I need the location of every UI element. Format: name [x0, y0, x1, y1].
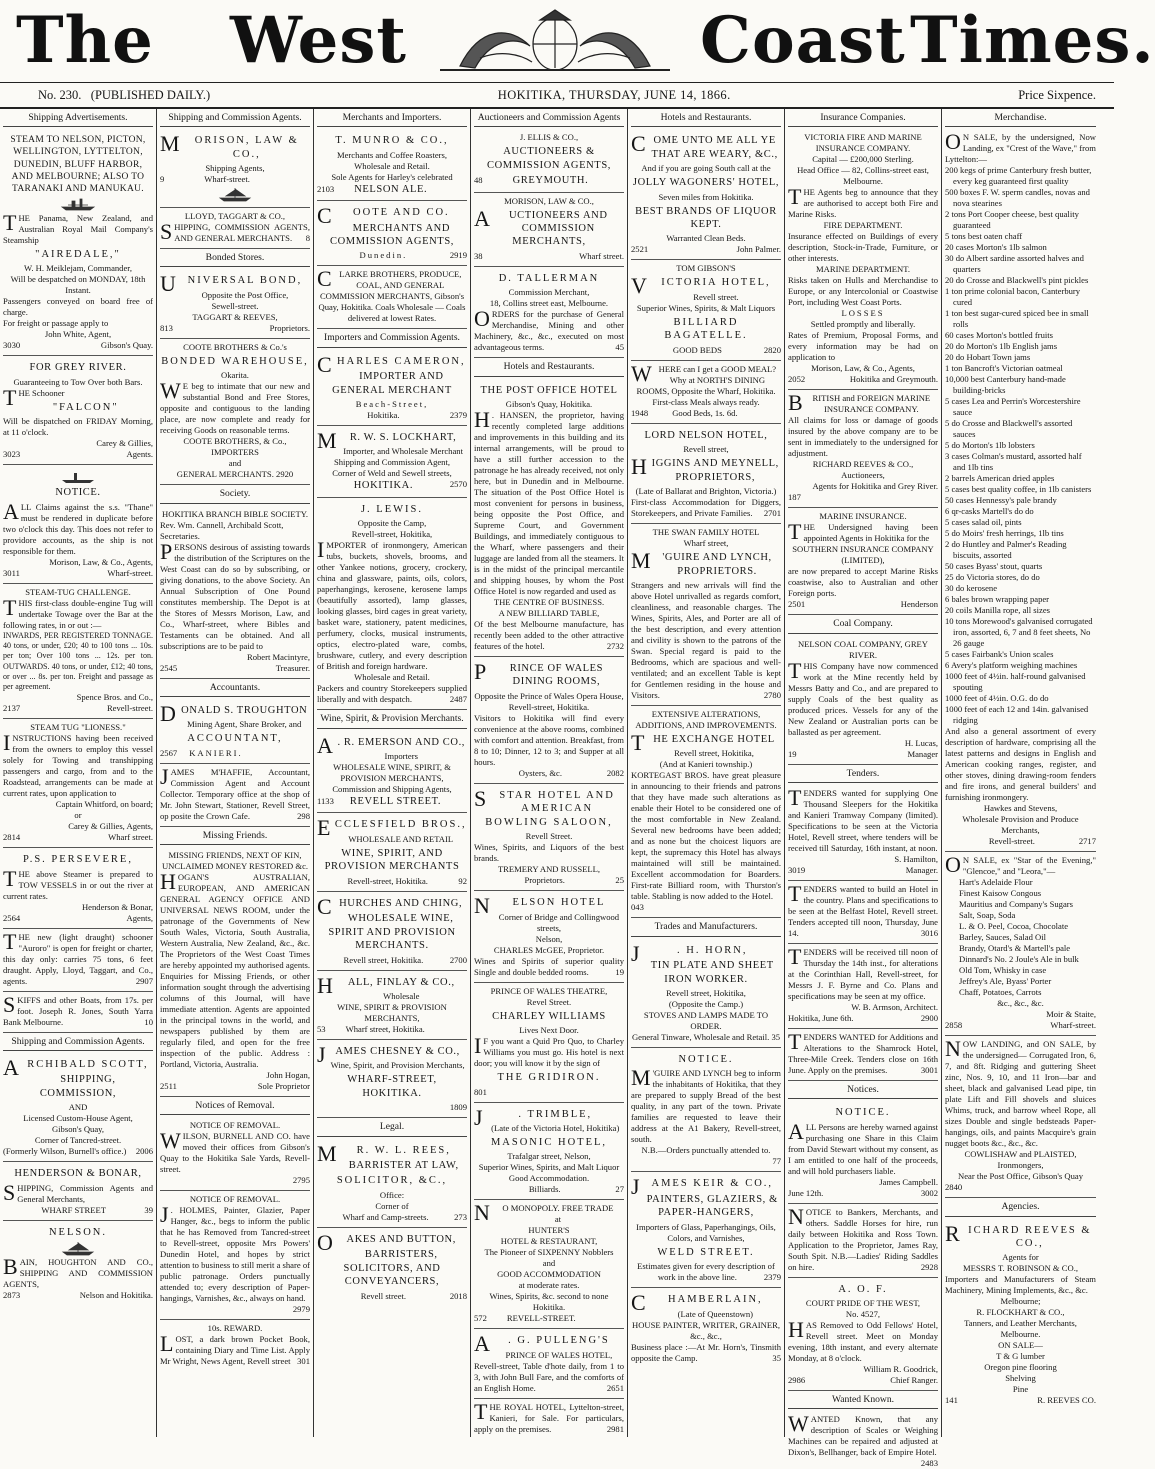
- ad-lloyd-taggart: LLOYD, TAGGART & CO., SHIPPING, COMMISSION AGENTS, AND GENERAL MERCHANTS. 8: [160, 208, 310, 249]
- ad-cowlishaw-plaisted: NOW LANDING, and ON SALE, by the undersigned— Corrugated Iron, 6, 7, and 8ft. Ridging and guttering Sheet zinc, Nos. 9, 10, and 11 Iron—bar and sheet, black and galvanised Lead pipe, tin plate Lift and Fill shovels and sluices Whims, truck, and barrow wheel Rope, all sizes Double and single bedsteads Paper-hangings, oils, and paints Macquire's grain nugget boots &c., &c., &c. COWLISHAW and PLAISTED, Ironmongers, Near the Post Office, Gibson's Quay 2840: [945, 1036, 1096, 1198]
- steamship-icon: [60, 197, 96, 211]
- section-heading: Merchants and Importers.: [317, 109, 467, 127]
- section-heading: Coal Company.: [788, 615, 938, 633]
- ad-marine-insurance: MARINE INSURANCE. THE Undersigned having been appointed Agents in Hokitika for the SOUTHERN INSURANCE COMPANY (LIMITED), are now prepared to accept Marine Risks coastwise, also to Australian and other Foreign ports. 2501 Henderson: [788, 508, 938, 615]
- ad-chesney: JAMES CHESNEY & CO., Wine, Spirit, and Provision Merchants, WHARF-STREET, HOKITIKA. 1809: [317, 1040, 467, 1118]
- merchandise-item: 5 do Crosse and Blackwell's assorted sauces: [945, 418, 1073, 440]
- title-word-times: Times.: [910, 3, 1155, 78]
- ad-archibald-scott: ARCHIBALD SCOTT, SHIPPING, COMMISSION, AND Licensed Custom-House Agent, Gibson's Quay, Corner of Tancred-street. (Formerly Wilson, Burnell's office.) 2006: [3, 1053, 153, 1162]
- merchandise-item: 6 Avery's platform weighing machines: [945, 660, 1078, 671]
- merchandise-item: Finest Kaisow Congous: [959, 888, 1042, 899]
- merchandise-item: 5 cases best quality coffee, in 1lb canisters: [945, 484, 1092, 495]
- section-heading: Importers and Commission Agents.: [317, 329, 467, 347]
- section-heading: Hotels and Restaurants.: [474, 358, 624, 376]
- ad-british-foreign: B RITISH and FOREIGN MARINE INSURANCE COMPANY. All claims for loss or damage of goods insured by the above company are to be sent in immediately to the undersigned for adjustment. RICHARD REEVES & CO., Auctioneers, Agents for Hokitika and Grey River. 187: [788, 390, 938, 508]
- merchandise-item: 1000 feet of each 12 and 14in. galvanised ridging: [945, 704, 1089, 726]
- section-heading: Hotels and Restaurants.: [631, 109, 781, 127]
- ad-ecclesfield: ECCLESFIELD BROS., WHOLESALE AND RETAIL WINE, SPIRIT, AND PROVISION MERCHANTS Revell-street, Hokitika. 92: [317, 813, 467, 891]
- ad-chamberlain: C HAMBERLAIN, (Late of Queenstown) HOUSE PAINTER, WRITER, GRAINER, &c., &c., Business place :—At Mr. Horn's, Tinsmith opposite the Camp. 35: [631, 1290, 781, 1363]
- section-heading: Missing Friends.: [160, 827, 310, 845]
- ad-norths-dining: WHERE can I get a GOOD MEAL? Why at NORTH'S DINING ROOMS, Opposite the Wharf, Hokitika. First-class Meals always ready. 1948 Good Beds, 1s. 6d.: [631, 361, 781, 424]
- ad-tender-shamrock: TENDERS WANTED for Additions and Alterations to the Shamrock Hotel, Three-Mile Creek. Tenders close on 16th June. Apply on the premises. 3001: [788, 1029, 938, 1081]
- column-4: [471, 109, 628, 1437]
- merchandise-item: 5 do Moirs' fresh herrings, 1lb tins: [945, 528, 1064, 539]
- merchandise-item: L. & O. Peel, Cocoa, Chocolate: [959, 921, 1069, 932]
- ad-lord-nelson: LORD NELSON HOTEL, Revell street, HIGGINS AND MEYNELL, PROPRIETORS, (Late of Ballarat and Brighton, Victoria.) First-class Accommodation for Diggers, Storekeepers, and Private Families. 2701: [631, 424, 781, 524]
- ad-exchange-hotel: EXTENSIVE ALTERATIONS, ADDITIONS, AND IMPROVEMENTS. THE EXCHANGE HOTEL Revell street, Hokitika, (And at Kanieri township.) KORTEGAST BROS. have great pleasure in announcing to their friends and patrons that they have made such alterations as enable their Hotel to be considered one of the most comfortable in New Zealand. Several new bedrooms have been added; and as none but the choicest liquors are kept, the supremacy this Hotel has always maintained will still be maintained. Excellent accommodation for Boarders. First-rate Billiard room, with Thurston's table. Stabling is now added to the Hotel. 043: [631, 706, 781, 918]
- merchandise-item: Brandy, Otard's & Martell's pale: [959, 943, 1071, 954]
- merchandise-item: 2 barrels American dried apples: [945, 473, 1055, 484]
- ad-jolly-wagoners: COME UNTO ME ALL YE THAT ARE WEARY, &C., And if you are going South call at the JOLLY WAGONERS' HOTEL, Seven miles from Hokitika. BEST BRANDS OF LIQUOR KEPT. Warranted Clean Beds. 2521 John Palmer.: [631, 129, 781, 260]
- ad-tender-hotel: TENDERS wanted to build an Hotel in the country. Plans and specifications to be seen at the Belfast Hotel, Revell street. Tenders accepted till noon, Thursday, June 14. 3016: [788, 881, 938, 944]
- merchandise-item: Mauritius and Company's Sugars: [959, 899, 1073, 910]
- merchandise-item: 5 cases salad oil, pints: [945, 517, 1022, 528]
- title-word-coast: Coast: [700, 3, 906, 78]
- ad-persevere: P.S. PERSEVERE, THE above Steamer is prepared to TOW VESSELS in or out the river at current rates. Henderson & Bonar, 2564 Agents,: [3, 848, 153, 928]
- ad-munro: T. MUNRO & CO., Merchants and Coffee Roasters, Wholesale and Retail. Sole Agents for Harley's celebrated 2103 NELSON ALE.: [317, 129, 467, 201]
- merchandise-item: 20 do Hobart Town jams: [945, 352, 1031, 363]
- ad-tender-sleepers: TENDERS wanted for supplying One Thousand Sleepers for the Hokitika and Kanieri Tramway Company (limited). Specifications to be seen at the Victoria Hotel, Revell street, where tenders will be received till Saturday, 16th instant, at noon. S. Hamilton, 3019 Manager.: [788, 785, 938, 881]
- ad-hawkes-stevens: O N SALE, by the undersigned, Now Landing, ex "Crest of the Wave," from Lyttelton:— 200 kegs of prime Canterbury fresh butter, every keg guaranteed first quality 500 boxes F. W. sperm candles, novas and nova stearines 2 tons Port Cooper cheese, best quality guaranteed 5 tons best oaten chaff 20 cases Morton's 1lb salmon 30 do Albert sardine assorted halves and quarters 20 do Crosse and Blackwell's pint pickles 1 ton prime colonial bacon, Canterbury cured 1 ton best sugar-cured spiced bee in small rolls 60 cases Morton's bottled fruits 20 do Morton's 1lb English jams 20 do Hobart Town jams 1 ton Bancroft's Victorian oatmeal 10,000 best Canterbury hand-made building-bricks 5 cases Lea and Perrin's Worcestershire sauce 5 do Crosse and Blackwell's assorted sauces 5 do Morton's 1lb lobsters 3 cases Colman's mustard, assorted half and 1lb tins 2 barrels American dried apples 5 cases best quality coffee, in 1lb canisters 50 cases Hennessy's pale brandy 6 qr-casks Martell's do do 5 cases salad oil, pints 5 do Moirs' fresh herrings, 1lb tins 2 do Huntley and Palmer's Reading biscuits, assorted 50 cases Byass' stout, quarts 25 do Victoria stores, do do 30 do kerosene 6 bales brown wrapping paper 20 coils Manilla rope, all sizes 10 tons Morewood's galvanised corrugated iron, assorted, 6, 7 and 8 feet sheets, No 26 gauge 5 cases Fairbank's Union scales 6 Avery's platform weighing machines 1000 feet of 4½in. half-round galvanised spouting 1000 feet of 4½in. O.G. do do 1000 feet of each 12 and 14in. galvanised ridging And also a general assortment of every description of hardware, comprising all the latest patterns and designs in English and American cooking ranges, register, and other stoves, dining drawing-room fenders and fire irons, and general builders' and furnishing ironmongery. Hawkes and Stevens, Wholesale Provision and Produce Merchants, Revell-street. 2717: [945, 129, 1096, 852]
- merchandise-list: [945, 165, 1096, 726]
- issue-number: No. 230. (PUBLISHED DAILY.): [38, 87, 211, 102]
- ad-auroro: THE new (light draught) schooner "Auroro" is open for freight or charter, this day only: carries 75 tons, 6 feet draught. Apply, Lloyd, Taggart, and Co., agents. 2907: [3, 929, 153, 992]
- section-heading: Bonded Stores.: [160, 249, 310, 267]
- merchandise-item: 60 cases Morton's bottled fruits: [945, 330, 1054, 341]
- merchandise-item: 30 do Albert sardine assorted halves and quarters: [945, 253, 1084, 275]
- column-7: [942, 109, 1099, 1437]
- merchandise-item: 1 ton best sugar-cured spiced bee in small rolls: [945, 308, 1089, 330]
- ad-morison-law: M ORISON, LAW & CO., Shipping Agents, 9 Wharf-street.: [160, 129, 310, 208]
- ad-morison-auctioneers: MORISON, LAW & CO., A UCTIONEERS AND COMMISSION MERCHANTS, 38 Wharf street.: [474, 193, 624, 267]
- section-heading: Tenders.: [788, 765, 938, 783]
- section-heading: Notices of Removal.: [160, 1097, 310, 1115]
- date-line: HOKITIKA, THURSDAY, JUNE 14, 1866.: [497, 87, 731, 102]
- ad-masonic-hotel: J . TRIMBLE, (Late of the Victoria Hotel, Hokitika) MASONIC HOTEL, Trafalgar street, Nelson, Superior Wines, Spirits, and Malt Liquor Good Accommodation. Billiards. 27: [474, 1103, 624, 1201]
- ad-bible-society: HOKITIKA BRANCH BIBLE SOCIETY. Rev. Wm. Cannell, Archibald Scott, Secretaries. PERSONS desirous of assisting towards the distribution of the Scriptures on the West Coast can do so by subscribing, or giving donations, to the above Society. An Annual Subscription of One Pound constitutes membership. The Depot is at the Stores of Messrs Morison, Law, and Co., Wharf-street, where Bibles and Testaments can be obtained. And all subscriptions are to be paid to Robert Macintyre, 2545 Treasurer.: [160, 506, 310, 679]
- title-word-the: The: [16, 3, 154, 78]
- ad-victoria-hotel: TOM GIBSON'S V ICTORIA HOTEL, Revell street. Superior Wines, Spirits, & Malt Liquors BILLIARD BAGATELLE. GOOD BEDS 2820: [631, 260, 781, 360]
- section-heading: Insurance Companies.: [788, 109, 938, 127]
- ad-skiffs: SKIFFS and other Boats, from 17s. per foot. Joseph R. Jones, South Yarra Bank Melbourne. 10: [3, 992, 153, 1033]
- ad-aof: A. O. F. COURT PRIDE OF THE WEST, No. 4527, HAS Removed to Odd Fellows' Hotel, Revell street. Meet on Monday evening, 18th instant, and every alternate Monday, at 8 o'clock. William R. Goodrick, 2986 Chief Ranger.: [788, 1278, 938, 1391]
- ad-tug-lioness: STEAM TUG "LIONESS." INSTRUCTIONS having been received from the owners to employ this vessel solely for Towing and transhipping passengers and cargo, from and to the Roadstead, arrangements can be made at current rates, upon application to Captain Whitford, on board; or Carey & Gillies, Agents, 2814 Wharf street.: [3, 719, 153, 848]
- column-2: [157, 109, 314, 1437]
- ad-cameron: CHARLES CAMERON, IMPORTER AND GENERAL MERCHANT Beach-Street, Hokitika. 2379: [317, 350, 467, 426]
- merchandise-item: 1000 feet of 4½in. half-round galvanised spouting: [945, 671, 1086, 693]
- section-heading: Wine, Spirit, & Provision Merchants.: [317, 710, 467, 728]
- section-heading: Accountants.: [160, 679, 310, 697]
- merchandise-item: 1 ton Bancroft's Victorian oatmeal: [945, 363, 1063, 374]
- ad-coote-bonded: COOTE BROTHERS & Co.'s BONDED WAREHOUSE, Okarita. W E beg to intimate that our new and substantial Bond and Free Stores, opposite and contiguous to the landing place, are now complete and ready for receiving Goods on reasonable terms. COOTE BROTHERS, & Co., IMPORTERS and GENERAL MERCHANTS. 2920: [160, 339, 310, 485]
- ad-wanted-known: WANTED Known, that any description of Scales or Weighing Machines can be repaired and adjusted at Dixon's, Bellhanger, back of Empire Hotel. 2483: [788, 1411, 938, 1469]
- ad-rees: M R. W. L. REES, BARRISTER AT LAW, SOLICITOR, &C., Office: Corner of Wharf and Camp-streets. 273: [317, 1139, 467, 1228]
- merchandise-item: 10,000 best Canterbury hand-made building-bricks: [945, 374, 1066, 396]
- ad-emerson: A . R. EMERSON AND CO., Importers WHOLESALE WINE, SPIRIT, & PROVISION MERCHANTS, Commission and Shipping Agents, 1133 REVELL STREET.: [317, 731, 467, 814]
- section-heading: Notices.: [788, 1081, 938, 1099]
- merchandise-item: 1000 feet of 4½in. O.G. do do: [945, 693, 1049, 704]
- ad-prince-wales-theatre: PRINCE OF WALES THEATRE, Revel Street. CHARLEY WILLIAMS Lives Next Door. I F you want a Quid Pro Quo, to Charley Williams you must go. His hotel is next door; you will know it by the sign of THE GRIDIRON. 801: [474, 983, 624, 1103]
- merchandise-item: Hart's Adelaide Flour: [959, 877, 1033, 888]
- ad-bain-houghton: NELSON. BAIN, HOUGHTON AND CO., SHIPPING AND COMMISSION AGENTS, 2873 Nelson and Hokitika.: [3, 1226, 153, 1301]
- royal-crest-emblem: [420, 6, 690, 76]
- ad-tug-challenge: STEAM-TUG CHALLENGE. THIS first-class double-engine Tug will undertake Towage over the Bar at the following rates, in or out :— INWARDS, PER REGISTERED TONNAGE. 40 tons, or under, £20; 40 to 100 tons ... 10s. per ton; Over 100 tons ... 12s. per ton. OUTWARDS. 40 tons, or under, £12; 40 tons, or over ... 8s. per ton. Freight and passage as per agreement. Spence Bros. and Co., 2137 Revell-street.: [3, 584, 153, 719]
- merchandise-item: Old Tom, Whisky in case: [959, 965, 1047, 976]
- column-3: [314, 109, 471, 1437]
- ad-richard-reeves: RICHARD REEVES & CO., Agents for MESSRS T. ROBINSON & CO., Importers and Manufacturers of Steam Machinery, Mining Implements, &c., &c. Melbourne; R. FLOCKHART & CO., Tanners, and Leather Merchants, Melbourne. ON SALE— T & G lumber Oregon pine flooring Shelving Pine 141 R. REEVES CO.: [945, 1220, 1096, 1406]
- merchandise-item: 6 bales brown wrapping paper: [945, 594, 1050, 605]
- ad-victoria-fire: VICTORIA FIRE AND MARINE INSURANCE COMPANY. Capital — £200,000 Sterling. Head Office — 82, Collins-street east, Melbourne. THE Agents beg to announce that they are authorised to accept both Fire and Marine Risks. FIRE DEPARTMENT. Insurance effected on Buildings of every description, Stock-in-Trade, Furniture, or other interests. MARINE DEPARTMENT. Risks taken on Hulls and Merchandise to Europe, or any Intercolonial or Coastwise Port, including West Coast Ports. LOSSES Settled promptly and liberally. Rates of Premium, Proposal Forms, and every information may be had on application to Morison, Law, & Co., Agents, 2052 Hokitika and Greymouth.: [788, 129, 938, 390]
- ad-universal-bond: UNIVERSAL BOND, Opposite the Post Office, Sewell-street. TAGGART & REEVES, 813 Proprietors.: [160, 269, 310, 338]
- ad-notice-thane: NOTICE. ALL Claims against the s.s. "Thane" must be rendered in duplicate before two o'clock this day. This does not refer to providore accounts, as the ship is not responsible for them. Morison, Law, & Co., Agents, 3011 Wharf-street.: [3, 465, 153, 583]
- column-6: [785, 109, 942, 1469]
- merchandise-item: 3 cases Colman's mustard, assorted half and 1lb tins: [945, 451, 1082, 473]
- merchandise-item: 20 do Morton's 1lb English jams: [945, 341, 1058, 352]
- merchandise-list: [945, 877, 1096, 998]
- ad-prince-wales-dining: P RINCE OF WALES DINING ROOMS, Opposite the Prince of Wales Opera House, Revell-street, Hokitika. Visitors to Hokitika will find every convenience at the above rooms, combined with comfort and attention. Breakfast, from 8 to 10; Dinner, 12 to 3; and Supper at all hours. Oysters, &c. 2082: [474, 657, 624, 784]
- merchandise-item: 30 do kerosene: [945, 583, 998, 594]
- ad-royal-hotel: THE ROYAL HOTEL, Lyttelton-street, Kanieri, for Sale. For particulars, apply on the premises. 2981: [474, 1398, 624, 1434]
- ad-hunters-hotel: N O MONOPOLY. FREE TRADE at HUNTER'S HOTEL & RESTAURANT, The Pioneer of SIXPENNY Nobblers and GOOD ACCOMMODATION at moderate rates. Wines, Spirits, &c. second to none Hokitika. 572 REVELL-STREET.: [474, 1200, 624, 1329]
- section-heading: Shipping and Commission Agents.: [3, 1033, 153, 1051]
- merchandise-item: Barley, Sauces, Salad Oil: [959, 932, 1047, 943]
- merchandise-item: 6 qr-casks Martell's do do: [945, 506, 1034, 517]
- ad-henderson-bonar: HENDERSON & BONAR, SHIPPING, Commission Agents and General Merchants, WHARF STREET 39: [3, 1162, 153, 1220]
- merchandise-item: 5 cases Lea and Perrin's Worcestershire sauce: [945, 396, 1081, 418]
- ad-lewis: J. LEWIS. Opposite the Camp, Revell-street, Hokitika, IMPORTER of ironmongery, American tubs, buckets, shovels, brooms, and other Yankee notions, grocery, crockery, china and glassware, paints, oils, colors, paperhangings, kerosene, kerosene lamps (beautifully assorted), lamp glasses, looking glasses, bird cages in great variety, basket ware, stationery, patent medicines, perfumery, clocks, musical instruments, optics, electro-plated ware, combs, brushware, cutlery, and every description of British and foreign hardware. Wholesale and Retail. Packers and country Storekeepers supplied liberally and with despatch. 2487: [317, 498, 467, 710]
- sailing-ship-icon: [60, 1241, 96, 1255]
- section-heading: Wanted Known.: [788, 1391, 938, 1409]
- merchandise-item: Chaff, Potatoes, Carrots: [959, 987, 1042, 998]
- ad-removal-holmes: NOTICE OF REMOVAL. J . HOLMES, Painter, Glazier, Paper Hanger, &c., begs to inform the public that he has Removed from Tancred-street to Revell-street, opposite Mrs Powers' Dunedin Hotel, and hopes by strict attention to business to still merit a share of public patronage. Orders punctually attended to; every description of Paper-hangings, Varnishes, &c., always on hand. 2979: [160, 1191, 310, 1320]
- dateline-bar: [0, 83, 1114, 109]
- merchandise-item: 50 cases Byass' stout, quarts: [945, 561, 1043, 572]
- ad-notice-campbell: NOTICE. ALL Persons are hereby warned against purchasing one Share in this Claim from David Stewart without my consent, as I am entitled to one half of the proceeds, and will hold purchasers liable. James Campbell. June 12th. 3002: [788, 1101, 938, 1203]
- price: Price Sixpence.: [1018, 87, 1096, 102]
- section-heading: Auctioneers and Commission Agents: [474, 109, 624, 127]
- ad-grey-river: FOR GREY RIVER. Guaranteeing to Tow Over both Bars. THE Schooner "FALCON" Will be dispatched on FRIDAY Morning, at 11 o'clock. Carey & Gillies, 3023 Agents.: [3, 356, 153, 465]
- title-word-west: West: [230, 3, 407, 78]
- section-heading: Legal.: [317, 1118, 467, 1136]
- merchandise-item: 2 do Huntley and Palmer's Reading biscuits, assorted: [945, 539, 1067, 561]
- merchandise-item: 20 do Crosse and Blackwell's pint pickles: [945, 275, 1089, 286]
- merchandise-item: 5 do Morton's 1lb lobsters: [945, 440, 1035, 451]
- ad-notice-bread: NOTICE. M 'GUIRE AND LYNCH beg to inform the inhabitants of Hokitika, that they are prepared to supply Bread of the best quality, in any part of the town. Private families are requested to leave their address at the A1 Bakery, Revell-street, south. N.B.—Orders punctually attended to. 77: [631, 1048, 781, 1172]
- ad-troughton: DONALD S. TROUGHTON Mining Agent, Share Broker, and ACCOUNTANT, 2567 KANIERI.: [160, 699, 310, 764]
- columns: [0, 109, 1114, 1469]
- ad-nelson-hotel: N ELSON HOTEL Corner of Bridge and Collingwood streets, Nelson, CHARLES McGEE, Proprietor. Wines and Spirits of superior quality Single and double bedded rooms. 19: [474, 891, 624, 982]
- column-1: [0, 109, 157, 1437]
- merchandise-item: 50 cases Hennessy's pale brandy: [945, 495, 1057, 506]
- ad-coote: C OOTE AND CO. MERCHANTS AND COMMISSION AGENTS, Dunedin. 2919: [317, 201, 467, 266]
- merchandise-item: 500 boxes F. W. sperm candles, novas and nova stearines: [945, 187, 1090, 209]
- ad-swan-hotel: THE SWAN FAMILY HOTEL Wharf street, M 'GUIRE AND LYNCH, PROPRIETORS. Strangers and new arrivals will find the above Hotel unrivalled as regards comfort, cleanliness, and reasonable charges. The Wines, Spirits, Ales, and Porter are all of the best description, and every attention and civility is shown to the patrons of the Swan. Special regard is paid to the Bedrooms, which are spacious and well-ventilated; and an excellent Table is kept for Gentlemen residing in the house and Visitors. 2780: [631, 524, 781, 706]
- section-heading: Society.: [160, 485, 310, 503]
- column-5: [628, 109, 785, 1437]
- merchandise-item: Jeffrey's Ale, Byass' Porter: [959, 976, 1052, 987]
- ad-reward: 10s. REWARD. LOST, a dark brown Pocket Book, containing Diary and Time List. Apply Mr Wright, News Agent, Revell street 301: [160, 1323, 310, 1367]
- ad-ellis: J. ELLIS & CO., AUCTIONEERS & COMMISSION AGENTS, 48 GREYMOUTH.: [474, 129, 624, 192]
- section-heading: Trades and Manufacturers.: [631, 918, 781, 936]
- ad-tallerman: D. TALLERMAN Commission Merchant, 18, Collins street east, Melbourne. ORDERS for the purchase of General Merchandise, Mining and other Machinery, &c., &c., executed on most advantageous terms. 45: [474, 267, 624, 358]
- steamship-icon: [60, 470, 96, 484]
- ad-mhaffie: JAMES M'HAFFIE, Accountant, Commission Agent and Account Collector. Temporary office at the shop of Mr. John Stewart, Stationer, Revell Street, op posite the Crown Cafe. 298: [160, 764, 310, 827]
- section-heading: Merchandise.: [945, 109, 1096, 127]
- merchandise-item: 5 cases Fairbank's Union scales: [945, 649, 1054, 660]
- ad-missing-friends: MISSING FRIENDS, NEXT OF KIN, UNCLAIMED MONEY RESTORED &c. HOGAN'S AUSTRALIAN, EUROPEAN, AND AMERICAN GENERAL AGENCY OFFICE AND UNIVERSAL NEWS ROOM, under the patronage of the Governments of New South Wales, Victoria, South Australia, Western Australia, New Zealand, &c., &c. The Proprietors of the West Coast Times are hereby appointed my authorised agents. Enquiries for Missing Friends, or other information sought through the advertising columns of this Journal, will have immediate attention. Agents are appointed in the principal towns in the world, and newspapers published by them are regularly filed, and open for the free inspection of the public. Address : Portland, Victoria, Australia. John Hogan, 2511 Sole Proprietor: [160, 847, 310, 1097]
- merchandise-item: 20 cases Morton's 1lb salmon: [945, 242, 1047, 253]
- ad-airedale: STEAM TO NELSON, PICTON, WELLINGTON, LYTTELTON, DUNEDIN, BLUFF HARBOR, AND MELBOURNE; ALSO TO TARANAKI AND MANUKAU. THE Panama, New Zealand, and Australian Royal Mail Company's Steamship "AIREDALE," W. H. Meiklejam, Commander, Will be despatched on MONDAY, 18th Instant. Passengers conveyed on board free of charge. For freight or passage apply to John White, Agent, 3030 Gibson's Quay.: [3, 129, 153, 356]
- merchandise-item: 20 coils Manilla rope, all sizes: [945, 605, 1051, 616]
- ad-nelson-coal: NELSON COAL COMPANY, GREY RIVER. THIS Company have now commenced work at the Mine recently held by Messrs Batty and Co., and are prepared to supply Coals of the best quality as produced prices. Vessels for any of the New Zealand or Australian ports can be ballasted as per agreement. H. Lucas, 19 Manager: [788, 636, 938, 765]
- ad-pullengs: A . G. PULLENG'S PRINCE OF WALES HOTEL, Revell-street, Table d'hote daily, from 1 to 3, with John Bull Fare, and the comforts of an English Home. 2651: [474, 1329, 624, 1398]
- ad-notice-horses: NOTICE to Bankers, Merchants, and others. Saddle Horses for hire, run daily between Hokitika and Ross Town. Application to the Proprietor, James Ray, South Spit. N.B.—Ladies' Riding Saddles on hire. 2928: [788, 1204, 938, 1278]
- merchandise-item: 1 ton prime colonial bacon, Canterbury cured: [945, 286, 1081, 308]
- ad-lockhart: M R. W. S. LOCKHART, Importer, and Wholesale Merchant Shipping and Commission Agent, Corner of Weld and Sewell streets, HOKITIKA. 2570: [317, 426, 467, 498]
- ad-removal-wilson: NOTICE OF REMOVAL. WILSON, BURNELL AND CO. have moved their offices from Gibson's Quay to the Hokitika Sale Yards, Revell-street. 2795: [160, 1117, 310, 1191]
- merchandise-item: 5 tons best oaten chaff: [945, 231, 1023, 242]
- ad-churches-ching: CHURCHES AND CHING, WHOLESALE WINE, SPIRIT AND PROVISION MERCHANTS. Revell street, Hokitika. 2700: [317, 892, 467, 971]
- merchandise-item: 2 tons Port Cooper cheese, best quality guaranteed: [945, 209, 1079, 231]
- masthead: [0, 0, 1155, 83]
- sailing-ship-icon: [217, 187, 253, 201]
- merchandise-item: Dinnard's No. 2 Joule's Ale in bulk: [959, 954, 1079, 965]
- ad-star-hotel: S STAR HOTEL AND AMERICAN BOWLING SALOON, Revell Street. Wines, Spirits, and Liquors of the best brands. TREMERY AND RUSSELL, Proprietors. 25: [474, 784, 624, 891]
- merchandise-item: 25 do Victoria stores, do do: [945, 572, 1040, 583]
- merchandise-item: 10 tons Morewood's galvanised corrugated iron, assorted, 6, 7 and 8 feet sheets, No 26 gauge: [945, 616, 1093, 649]
- merchandise-item: 200 kegs of prime Canterbury fresh butter, every keg guaranteed first quality: [945, 165, 1092, 187]
- section-heading: Shipping and Commission Agents.: [160, 109, 310, 127]
- ad-moir-staite: O N SALE, ex "Star of the Evening," "Glencoe," and "Leora,"— Hart's Adelaide Flour Finest Kaisow Congous Mauritius and Company's Sugars Salt, Soap, Soda L. & O. Peel, Cocoa, Chocolate Barley, Sauces, Salad Oil Brandy, Otard's & Martell's pale Dinnard's No. 2 Joule's Ale in bulk Old Tom, Whisky in case Jeffrey's Ale, Byass' Porter Chaff, Potatoes, Carrots &c., &c., &c. Moir & Staite, 2858 Wharf-street.: [945, 852, 1096, 1036]
- ad-post-office-hotel: THE POST OFFICE HOTEL Gibson's Quay, Hokitika. H . HANSEN, the proprietor, having recently completed large additions and improvements in this building and its internal arrangements, will be proud to have a still further accession to the patronage he has already received, not only here, but in Dunedin and in Melbourne. The situation of the Post Office Hotel is most convenient for persons in business, being opposite the Post Office, and Supreme Court, and Government Buildings, and immediately contiguous to the Wharf, where passengers and their luggage are landed from all the steamers. It is in the midst of the principal mercantile and shipping houses, by whom the Post Office Hotel is now regarded and used as THE CENTRE OF BUSINESS. A NEW BILLIARD TABLE, Of the best Melbourne manufacture, has recently been added to the other attractive features of the hotel. 2732: [474, 379, 624, 657]
- ad-hall-finlay: H ALL, FINLAY & CO., Wholesale WINE, SPIRIT & PROVISION MERCHANTS, 53 Wharf street, Hokitika.: [317, 971, 467, 1040]
- ad-tender-corinthian: TENDERS will be received till noon of Thursday the 14th inst., for alterations at the Corinthian Hall, Revell-street, for Messrs J. F. Byrne and Co. Plans and specifications may be seen at my office. W. B. Armson, Architect. Hokitika, June 6th. 2900: [788, 944, 938, 1029]
- ad-horn: J . H. HORN, TIN PLATE AND SHEET IRON WORKER. Revell street, Hokitika, (Opposite the Camp.) STOVES AND LAMPS MADE TO ORDER. General Tinware, Wholesale and Retail. 35: [631, 939, 781, 1048]
- section-heading: Agencies.: [945, 1198, 1096, 1216]
- merchandise-item: Salt, Soap, Soda: [959, 910, 1016, 921]
- ad-oakes-button: O AKES AND BUTTON, BARRISTERS, SOLICITORS, AND CONVEYANCERS, Revell street. 2018: [317, 1229, 467, 1301]
- ad-clarke-brothers: CLARKE BROTHERS, PRODUCE, COAL, AND GENERAL COMMISSION MERCHANTS, Gibson's Quay, Hokitika. Coals Wholesale — Coals delivered at lowest Rates.: [317, 266, 467, 329]
- ad-keir: JAMES KEIR & CO., PAINTERS, GLAZIERS, & PAPER-HANGERS, Importers of Glass, Paperhangings, Oils, Colors, and Varnishes, WELD STREET. Estimates given for every description of work in the above line. 2379: [631, 1172, 781, 1288]
- section-heading: Shipping Advertisements.: [3, 109, 153, 127]
